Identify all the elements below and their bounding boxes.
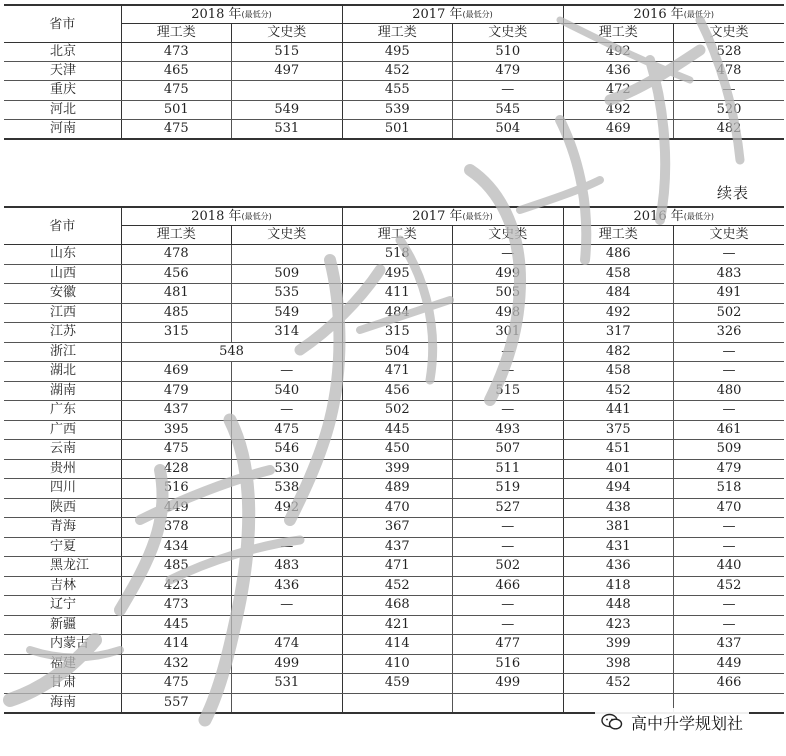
score-cell: 436 [232,576,343,596]
table-row [4,654,784,674]
score-cell: 540 [232,381,343,401]
score-cell [342,693,453,713]
score-cell: 456 [342,381,453,401]
score-cell: — [232,401,343,421]
score-cell: — [453,537,564,557]
score-cell: 436 [563,62,674,81]
table-row [4,381,784,401]
table-row [4,342,784,362]
province-cell: 广西 [4,420,121,440]
score-cell: 473 [121,43,232,62]
score-cell: 475 [232,420,343,440]
score-cell: 437 [674,635,785,655]
table-row [4,576,784,596]
score-cell [232,245,343,265]
year-header-2016 [563,5,784,24]
score-cell: 395 [121,420,232,440]
score-cell: 485 [121,303,232,323]
score-cell: 495 [342,43,453,62]
score-cell: 530 [232,459,343,479]
score-cell: 440 [674,557,785,577]
score-cell: 484 [563,284,674,304]
score-cell: 472 [563,81,674,100]
score-cell: — [674,81,785,100]
score-cell: 502 [674,303,785,323]
score-cell: 452 [342,62,453,81]
province-cell: 陕西 [4,498,121,518]
score-cell: 531 [232,119,343,139]
score-cell: — [674,537,785,557]
year-2017: 2017 年 [412,209,463,224]
score-cell: 504 [342,342,453,362]
year-header-2017 [342,5,563,24]
continuation-label: 续表 [717,184,750,202]
score-cell: 507 [453,440,564,460]
score-cell: — [674,362,785,382]
score-cell: 518 [342,245,453,265]
score-cell: 477 [453,635,564,655]
score-cell: 414 [342,635,453,655]
science-header: 理工类 [563,24,674,43]
score-cell: 535 [232,284,343,304]
province-cell: 湖北 [4,362,121,382]
province-cell: 江西 [4,303,121,323]
score-table-main [4,4,784,140]
score-cell: 431 [563,537,674,557]
science-header: 理工类 [342,24,453,43]
science-header: 理工类 [121,226,232,245]
year-note: (最低分) [241,10,272,19]
score-cell: 451 [563,440,674,460]
score-cell: 436 [563,557,674,577]
score-cell: 471 [342,557,453,577]
score-cell: 475 [121,674,232,694]
province-cell: 云南 [4,440,121,460]
year-note: (最低分) [462,212,493,221]
table-row [4,459,784,479]
arts-header: 文史类 [453,24,564,43]
table-row [4,440,784,460]
score-cell: 545 [453,100,564,119]
score-cell: — [674,245,785,265]
province-cell: 新疆 [4,615,121,635]
score-cell: 418 [563,576,674,596]
province-cell: 内蒙古 [4,635,121,655]
score-cell: 452 [342,576,453,596]
score-cell: 458 [563,264,674,284]
science-header: 理工类 [563,226,674,245]
score-cell: — [674,342,785,362]
score-cell: — [674,596,785,616]
score-cell [232,81,343,100]
score-cell [453,693,564,713]
score-cell: — [674,615,785,635]
table-row [4,596,784,616]
table-row [4,615,784,635]
score-cell-merged: 548 [121,342,342,362]
province-cell: 黑龙江 [4,557,121,577]
score-cell: 518 [674,479,785,499]
arts-header: 文史类 [674,226,785,245]
table-row [4,498,784,518]
score-cell: 441 [563,401,674,421]
score-cell: 492 [563,43,674,62]
score-cell: 452 [674,576,785,596]
watermark-text: 高中升学规划社 [631,713,744,733]
score-cell: 492 [232,498,343,518]
science-header: 理工类 [342,226,453,245]
score-cell: — [232,362,343,382]
score-cell: 483 [232,557,343,577]
province-cell: 贵州 [4,459,121,479]
year-header-2016 [563,207,784,226]
table-row [4,518,784,538]
year-header-2018 [121,207,342,226]
score-cell: 466 [674,674,785,694]
score-cell: 531 [232,674,343,694]
score-cell: 482 [716,120,742,136]
score-cell: 492 [563,100,674,119]
score-cell: — [453,81,564,100]
score-cell [232,615,343,635]
year-2017: 2017 年 [412,7,463,22]
province-cell: 海南 [4,693,121,713]
score-cell: 414 [121,635,232,655]
year-2016: 2016 年 [633,7,684,22]
score-cell: 423 [121,576,232,596]
score-cell: 471 [342,362,453,382]
province-cell: 山东 [4,245,121,265]
province-cell: 浙江 [4,342,121,362]
score-cell: — [674,401,785,421]
score-cell: 549 [232,303,343,323]
score-cell: — [453,615,564,635]
year-2018: 2018 年 [191,7,242,22]
score-cell: 505 [453,284,564,304]
province-cell: 广东 [4,401,121,421]
score-cell: 501 [121,100,232,119]
score-cell: 516 [121,479,232,499]
score-cell: 486 [563,245,674,265]
score-cell: 499 [453,674,564,694]
score-cell: — [453,342,564,362]
province-cell: 甘肃 [4,674,121,694]
score-cell: 326 [674,323,785,343]
score-cell: 473 [121,596,232,616]
score-cell: 466 [453,576,564,596]
score-cell: 549 [232,100,343,119]
score-cell: 470 [342,498,453,518]
score-cell: 478 [674,62,785,81]
score-cell: 492 [563,303,674,323]
score-cell: 428 [121,459,232,479]
score-cell: 509 [674,440,785,460]
score-cell: — [232,596,343,616]
score-cell: — [453,362,564,382]
table-row [4,81,784,100]
score-cell: 511 [453,459,564,479]
province-cell: 河北 [4,100,121,119]
score-cell: 510 [453,43,564,62]
score-cell: 459 [342,674,453,694]
table-row [4,284,784,304]
score-cell: 479 [674,459,785,479]
score-cell: 475 [121,119,232,139]
score-cell: 421 [342,615,453,635]
score-cell: 398 [563,654,674,674]
table-row [4,264,784,284]
score-cell: 461 [674,420,785,440]
table-row [4,674,784,694]
score-cell: 515 [232,43,343,62]
score-cell: — [232,537,343,557]
score-cell: 519 [453,479,564,499]
table-row [4,62,784,81]
score-cell: — [453,401,564,421]
arts-header: 文史类 [232,24,343,43]
table-row [4,537,784,557]
score-cell: 432 [121,654,232,674]
score-cell: 375 [563,420,674,440]
table-row [4,43,784,62]
score-cell: 509 [232,264,343,284]
score-cell: 468 [342,596,453,616]
score-cell: 434 [121,537,232,557]
province-cell: 四川 [4,479,121,499]
year-note: (最低分) [683,10,714,19]
score-cell: 452 [563,674,674,694]
score-cell: 515 [453,381,564,401]
score-cell: 410 [342,654,453,674]
score-cell: 484 [342,303,453,323]
score-cell: 399 [563,635,674,655]
score-cell: 497 [232,62,343,81]
score-cell: 317 [563,323,674,343]
score-cell: 448 [563,596,674,616]
score-cell: 527 [453,498,564,518]
score-cell: 470 [674,498,785,518]
score-cell: 478 [121,245,232,265]
score-cell: 494 [563,479,674,499]
year-2016: 2016 年 [633,209,684,224]
wechat-icon [601,713,623,731]
score-cell: 445 [342,420,453,440]
score-cell: 520 [674,100,785,119]
score-cell: 479 [121,381,232,401]
score-cell: 456 [121,264,232,284]
score-cell: 378 [121,518,232,538]
score-cell [232,693,343,713]
score-cell: 401 [563,459,674,479]
table-row [4,479,784,499]
score-cell: — [453,518,564,538]
province-cell: 河南 [4,119,121,139]
year-2018: 2018 年 [191,209,242,224]
score-cell: 367 [342,518,453,538]
score-cell: 469 [121,362,232,382]
table-row [4,100,784,119]
table-row [4,557,784,577]
province-cell: 辽宁 [4,596,121,616]
score-cell: 499 [232,654,343,674]
province-cell: 吉林 [4,576,121,596]
score-cell: 474 [232,635,343,655]
score-cell: 504 [453,119,564,139]
score-cell: 455 [342,81,453,100]
score-cell: 449 [121,498,232,518]
year-header-2018 [121,5,342,24]
score-cell: 445 [121,615,232,635]
province-cell: 安徽 [4,284,121,304]
table-row [4,245,784,265]
score-cell: 493 [453,420,564,440]
table-row [4,635,784,655]
arts-header: 文史类 [232,226,343,245]
score-cell: 469 [563,119,674,139]
score-cell: 411 [342,284,453,304]
year-header-2017 [342,207,563,226]
science-header: 理工类 [121,24,232,43]
score-cell: 399 [342,459,453,479]
table-row [4,119,784,139]
score-cell: 557 [121,693,232,713]
score-cell: 481 [121,284,232,304]
score-cell: 315 [342,323,453,343]
province-cell: 青海 [4,518,121,538]
score-cell: 483 [674,264,785,284]
score-cell: 452 [563,381,674,401]
score-cell: 538 [232,479,343,499]
year-note: (最低分) [241,212,272,221]
score-cell: 438 [563,498,674,518]
score-cell: 450 [342,440,453,460]
score-cell: 381 [563,518,674,538]
score-table-continued [4,206,784,714]
score-cell [232,518,343,538]
score-cell: 485 [121,557,232,577]
score-cell: 475 [121,440,232,460]
score-cell: 498 [453,303,564,323]
score-cell: 501 [342,119,453,139]
score-cell: 516 [453,654,564,674]
score-cell: 482 [563,342,674,362]
score-cell: 495 [342,264,453,284]
year-note: (最低分) [462,10,493,19]
score-cell: 489 [342,479,453,499]
arts-header: 文史类 [453,226,564,245]
score-cell: 499 [453,264,564,284]
province-cell: 江苏 [4,323,121,343]
province-cell: 福建 [4,654,121,674]
province-cell: 湖南 [4,381,121,401]
score-cell: 480 [674,381,785,401]
score-cell: 423 [563,615,674,635]
table-row [4,303,784,323]
table-row [4,401,784,421]
score-cell: 479 [453,62,564,81]
score-cell: 301 [453,323,564,343]
score-cell: 314 [232,323,343,343]
score-cell: — [674,518,785,538]
score-cell: 502 [342,401,453,421]
score-cell: 528 [674,43,785,62]
arts-header: 文史类 [674,24,785,43]
year-note: (最低分) [683,212,714,221]
score-cell: 465 [121,62,232,81]
wechat-watermark [595,708,749,736]
score-cell: 458 [563,362,674,382]
province-cell: 山西 [4,264,121,284]
score-cell: 449 [674,654,785,674]
province-header: 省市 [4,207,121,245]
score-cell: 502 [453,557,564,577]
score-cell: 437 [121,401,232,421]
score-cell: 491 [674,284,785,304]
score-cell: 437 [342,537,453,557]
table-row [4,323,784,343]
score-cell: 315 [121,323,232,343]
score-cell: 475 [121,81,232,100]
province-header: 省市 [4,5,121,43]
score-cell: — [453,596,564,616]
table-row [4,362,784,382]
score-cell: 539 [342,100,453,119]
score-cell: — [453,245,564,265]
province-cell: 重庆 [4,81,121,100]
score-cell: 546 [232,440,343,460]
province-cell: 宁夏 [4,537,121,557]
table-row [4,420,784,440]
province-cell: 天津 [4,62,121,81]
province-cell: 北京 [4,43,121,62]
